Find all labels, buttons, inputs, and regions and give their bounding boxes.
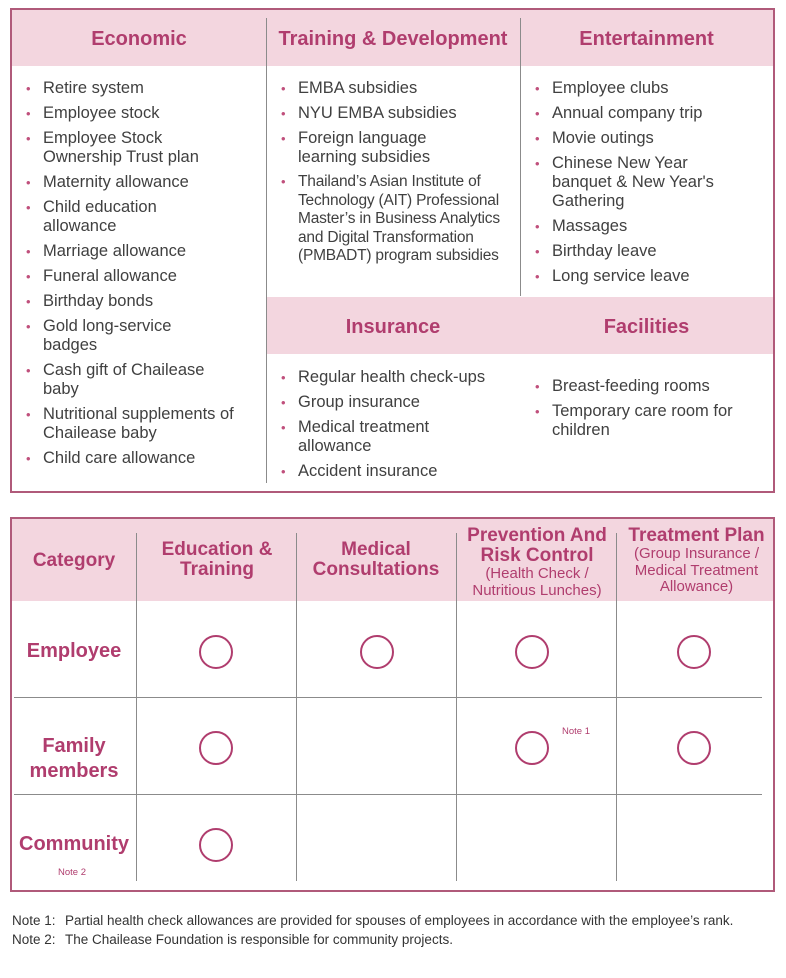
list-item: • Birthday leave (535, 242, 767, 261)
list-item: • Employee stock (26, 104, 258, 123)
coverage-mark (199, 635, 233, 669)
list-item: • Child education allowance (26, 198, 196, 236)
list-item: • EMBA subsidies (281, 79, 517, 98)
footnotes (12, 913, 772, 950)
list-item: • Massages (535, 217, 767, 236)
entertainment-list (535, 79, 767, 292)
list-item: • Accident insurance (281, 462, 517, 481)
list-item: • Regular health check-ups (281, 368, 517, 387)
list-item: • Thailand’s Asian Institute of Technology (AIT) Professional Master’s in Business Analytics and Digital Transformation (PMBADT) program subsidies (281, 173, 517, 266)
header-treatment-sub: (Group Insurance / Medical Treatment Allowance) (633, 545, 760, 595)
coverage-mark (360, 635, 394, 669)
grid-line (14, 794, 762, 795)
list-item: • Cash gift of Chailease baby (26, 361, 226, 399)
grid-line (456, 533, 457, 881)
coverage-mark (515, 635, 549, 669)
insurance-heading: Insurance (345, 316, 441, 338)
note2-marker: Note 2 (58, 867, 86, 878)
benefits-panel (10, 8, 775, 493)
grid-line (14, 697, 762, 698)
list-item: • Retire system (26, 79, 258, 98)
header-prevention (458, 526, 616, 599)
facilities-heading: Facilities (603, 316, 690, 338)
coverage-mark (199, 828, 233, 862)
column-divider (266, 18, 267, 483)
header-prevention-title: Prevention And Risk Control (467, 525, 607, 566)
coverage-mark (515, 731, 549, 765)
list-item: • Temporary care room for children (535, 402, 750, 440)
list-item: • Long service leave (535, 267, 767, 286)
facilities-list (535, 377, 767, 446)
footnote-label: Note 1: (12, 913, 56, 928)
header-education: Education & Training (161, 539, 273, 580)
list-item: • Nutritional supplements of Chailease baby (26, 405, 236, 443)
list-item: • Funeral allowance (26, 267, 258, 286)
header-prevention-sub: (Health Check / Nutritious Lunches) (472, 565, 602, 599)
training-heading: Training & Development (278, 28, 508, 50)
row-community: Community (19, 833, 129, 855)
list-item: • Birthday bonds (26, 292, 258, 311)
list-item: • Gold long-service badges (26, 317, 211, 355)
training-list (281, 79, 517, 272)
column-divider (520, 18, 521, 296)
footnote-text: Partial health check allowances are provided for spouses of employees in accordance with the employee’s rank. (65, 913, 734, 928)
coverage-mark (199, 731, 233, 765)
list-item: • Foreign language learning subsidies (281, 129, 456, 167)
list-item: • Annual company trip (535, 104, 767, 123)
list-item: • Movie outings (535, 129, 767, 148)
grid-line (136, 533, 137, 881)
header-treatment (618, 526, 775, 596)
entertainment-heading: Entertainment (579, 28, 714, 50)
row-family: Family members (29, 735, 119, 782)
insurance-list (281, 368, 517, 487)
grid-line (296, 533, 297, 881)
list-item: • Child care allowance (26, 449, 258, 468)
coverage-mark (677, 731, 711, 765)
list-item: • Employee clubs (535, 79, 767, 98)
economic-heading: Economic (91, 28, 187, 50)
list-item: • Maternity allowance (26, 173, 258, 192)
coverage-matrix (10, 517, 775, 892)
header-medical: Medical Consultations (312, 539, 440, 580)
list-item: • Marriage allowance (26, 242, 258, 261)
header-treatment-title: Treatment Plan (628, 525, 765, 546)
footnote-label: Note 2: (12, 931, 56, 947)
footnote-1 (12, 913, 772, 929)
list-item: • Breast-feeding rooms (535, 377, 767, 396)
list-item: • Medical treatment allowance (281, 418, 456, 456)
list-item: • Employee Stock Ownership Trust plan (26, 129, 221, 167)
coverage-mark (677, 635, 711, 669)
grid-line (616, 533, 617, 881)
list-item: • Chinese New Year banquet & New Year's Gathering (535, 154, 740, 211)
list-item: • NYU EMBA subsidies (281, 104, 517, 123)
economic-list (26, 79, 258, 474)
footnote-text: The Chailease Foundation is responsible for community projects. (65, 931, 453, 947)
list-item: • Group insurance (281, 393, 517, 412)
footnote-2 (12, 932, 772, 948)
header-category: Category (32, 550, 116, 571)
note1-marker: Note 1 (562, 726, 590, 737)
row-employee: Employee (26, 640, 122, 662)
